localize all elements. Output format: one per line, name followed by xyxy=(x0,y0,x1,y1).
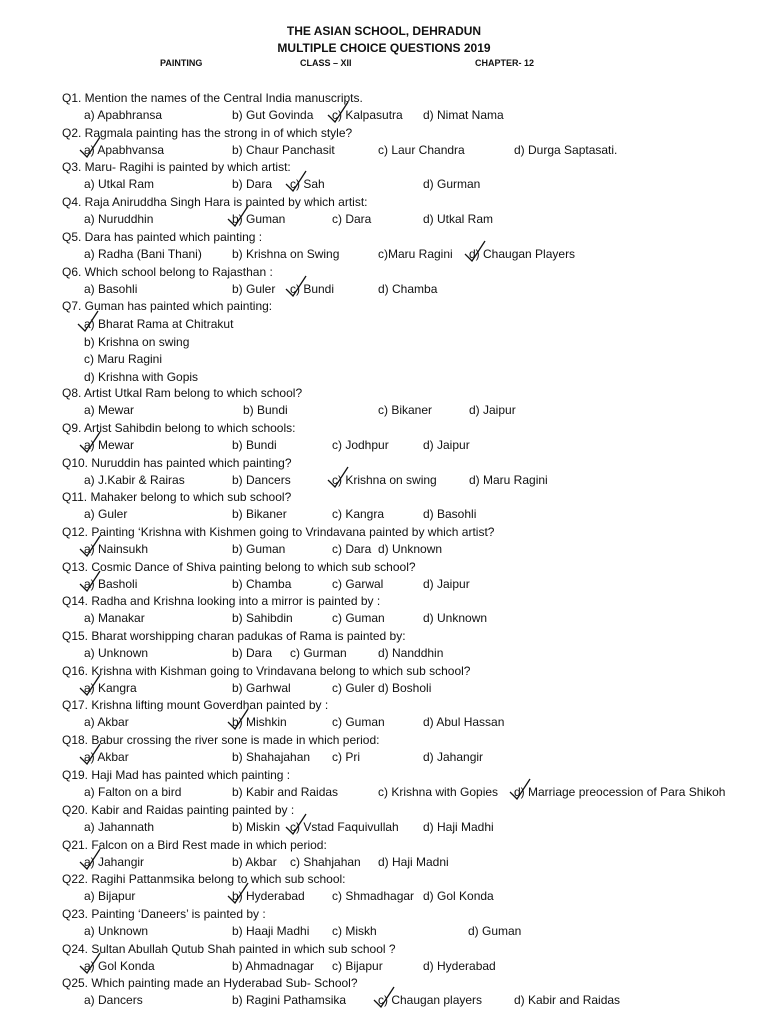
question-12-option-b: b) Guman xyxy=(232,542,286,556)
question-13-option-a: a) Basholi xyxy=(84,577,138,591)
question-3-option-c: c) Sah xyxy=(290,177,325,191)
question-13: Q13. Cosmic Dance of Shiva painting belong to which sub school? xyxy=(62,560,416,574)
question-2-option-a: a) Apabhvansa xyxy=(84,143,165,157)
question-23: Q23. Painting ‘Daneers’ is painted by : xyxy=(62,907,266,921)
question-3-option-a: a) Utkal Ram xyxy=(84,177,155,191)
question-2-option-c: c) Laur Chandra xyxy=(378,143,465,157)
question-13-option-b: b) Chamba xyxy=(232,577,292,591)
question-2-option-d: d) Durga Saptasati. xyxy=(514,143,618,157)
question-22-option-d: d) Gol Konda xyxy=(423,889,494,903)
question-21-option-a: a) Jahangir xyxy=(84,855,145,869)
question-19: Q19. Haji Mad has painted which painting : xyxy=(62,768,291,782)
document-title: MULTIPLE CHOICE QUESTIONS 2019 xyxy=(277,41,491,55)
question-5-option-c: c)Maru Ragini xyxy=(378,247,453,261)
question-10: Q10. Nuruddin has painted which painting? xyxy=(62,456,292,470)
question-21-option-b: b) Akbar xyxy=(232,855,277,869)
question-5-option-a: a) Radha (Bani Thani) xyxy=(84,247,202,261)
question-13-option-c: c) Garwal xyxy=(332,577,384,591)
question-24-option-a: a) Gol Konda xyxy=(84,959,155,973)
question-10-option-b: b) Dancers xyxy=(232,473,291,487)
question-6-option-c: c) Bundi xyxy=(290,282,335,296)
question-18-option-a: a) Akbar xyxy=(84,750,129,764)
question-22: Q22. Ragihi Pattanmsika belong to which sub school: xyxy=(62,872,346,886)
question-22-option-c: c) Shmadhagar xyxy=(332,889,415,903)
question-24-option-b: b) Ahmadnagar xyxy=(232,959,315,973)
question-14-option-c: c) Guman xyxy=(332,611,385,625)
question-9-option-b: b) Bundi xyxy=(232,438,277,452)
question-25: Q25. Which painting made an Hyderabad Sub- School? xyxy=(62,976,358,990)
question-21-option-d: d) Haji Madni xyxy=(378,855,449,869)
question-11-option-c: c) Kangra xyxy=(332,507,385,521)
question-18-option-b: b) Shahajahan xyxy=(232,750,311,764)
question-9-option-c: c) Jodhpur xyxy=(332,438,389,452)
question-7-option-d: d) Krishna with Gopis xyxy=(84,369,199,384)
question-24: Q24. Sultan Abullah Qutub Shah painted in which sub school ? xyxy=(62,942,396,956)
question-18-option-d: d) Jahangir xyxy=(423,750,484,764)
question-16-option-d: d) Bosholi xyxy=(378,681,432,695)
question-23-option-c: c) Miskh xyxy=(332,924,377,938)
question-16-option-c: c) Guler xyxy=(332,681,375,695)
question-10-option-a: a) J.Kabir & Rairas xyxy=(84,473,185,487)
question-17-option-a: a) Akbar xyxy=(84,715,129,729)
school-title: THE ASIAN SCHOOL, DEHRADUN xyxy=(286,24,482,38)
question-10-option-d: d) Maru Ragini xyxy=(469,473,548,487)
question-9: Q9. Artist Sahibdin belong to which schools: xyxy=(62,421,296,435)
question-21-option-c: c) Shahjahan xyxy=(290,855,361,869)
question-15-option-c: c) Gurman xyxy=(290,646,347,660)
subject-label: PAINTING xyxy=(160,58,203,68)
question-20-option-d: d) Haji Madhi xyxy=(423,820,494,834)
question-12: Q12. Painting ‘Krishna with Kishmen going to Vrindavana painted by which artist? xyxy=(62,525,495,539)
question-2-option-b: b) Chaur Panchasit xyxy=(232,143,335,157)
question-11-option-a: a) Guler xyxy=(84,507,128,521)
class-label: CLASS – XII xyxy=(300,58,352,68)
question-3-option-d: d) Gurman xyxy=(423,177,481,191)
question-1-option-b: b) Gut Govinda xyxy=(232,108,314,122)
question-8-option-a: a) Mewar xyxy=(84,403,135,417)
question-21: Q21. Falcon on a Bird Rest made in which period: xyxy=(62,838,327,852)
question-20-option-a: a) Jahannath xyxy=(84,820,155,834)
question-5-option-d: d) Chaugan Players xyxy=(469,247,576,261)
question-6: Q6. Which school belong to Rajasthan : xyxy=(62,265,273,279)
question-16: Q16. Krishna with Kishman going to Vrindavana belong to which sub school? xyxy=(62,664,471,678)
question-23-option-a: a) Unknown xyxy=(84,924,149,938)
question-8-option-b: b) Bundi xyxy=(243,403,288,417)
question-22-option-a: a) Bijapur xyxy=(84,889,136,903)
question-8-option-d: d) Jaipur xyxy=(469,403,516,417)
question-15-option-b: b) Dara xyxy=(232,646,273,660)
question-15: Q15. Bharat worshipping charan padukas of Rama is painted by: xyxy=(62,629,406,643)
question-7: Q7. Guman has painted which painting: xyxy=(62,299,273,313)
question-25-option-d: d) Kabir and Raidas xyxy=(514,993,621,1007)
question-10-option-c: c) Krishna on swing xyxy=(332,473,437,487)
question-18-option-c: c) Pri xyxy=(332,750,360,764)
question-20-option-b: b) Miskin xyxy=(232,820,281,834)
question-16-option-b: b) Garhwal xyxy=(232,681,291,695)
question-3: Q3. Maru- Ragihi is painted by which artist: xyxy=(62,160,291,174)
question-11-option-d: d) Basohli xyxy=(423,507,477,521)
question-14-option-a: a) Manakar xyxy=(84,611,145,625)
question-15-option-d: d) Nanddhin xyxy=(378,646,444,660)
question-4-option-b: b) Guman xyxy=(232,212,286,226)
question-25-option-a: a) Dancers xyxy=(84,993,143,1007)
question-4-option-c: c) Dara xyxy=(332,212,372,226)
question-12-option-c: c) Dara xyxy=(332,542,372,556)
question-7-option-a: a) Bharat Rama at Chitrakut xyxy=(84,317,234,331)
question-6-option-b: b) Guler xyxy=(232,282,276,296)
question-4-option-d: d) Utkal Ram xyxy=(423,212,494,226)
question-4: Q4. Raja Aniruddha Singh Hara is painted by which artist: xyxy=(62,195,368,209)
question-9-option-d: d) Jaipur xyxy=(423,438,470,452)
question-3-option-b: b) Dara xyxy=(232,177,273,191)
question-19-option-b: b) Kabir and Raidas xyxy=(232,785,339,799)
question-7-option-b: b) Krishna on swing xyxy=(84,334,190,349)
question-17-option-b: b) Mishkin xyxy=(232,715,287,729)
question-2: Q2. Ragmala painting has the strong in of which style? xyxy=(62,126,353,140)
question-7-option-c: c) Maru Ragini xyxy=(84,352,163,366)
question-11-option-b: b) Bikaner xyxy=(232,507,287,521)
question-20: Q20. Kabir and Raidas painting painted by : xyxy=(62,803,295,817)
question-22-option-b: b) Hyderabad xyxy=(232,889,305,903)
question-6-option-a: a) Basohli xyxy=(84,282,138,296)
question-5-option-b: b) Krishna on Swing xyxy=(232,247,340,261)
question-17-option-d: d) Abul Hassan xyxy=(423,715,505,729)
question-12-option-d: d) Unknown xyxy=(378,542,443,556)
chapter-label: CHAPTER- 12 xyxy=(475,58,535,68)
question-8-option-c: c) Bikaner xyxy=(378,403,433,417)
question-15-option-a: a) Unknown xyxy=(84,646,149,660)
question-11: Q11. Mahaker belong to which sub school? xyxy=(62,490,292,504)
question-17: Q17. Krishna lifting mount Goverdhan painted by : xyxy=(62,698,329,712)
question-19-option-d: d) Marriage preocession of Para Shikoh xyxy=(514,785,726,799)
question-19-option-c: c) Krishna with Gopies xyxy=(378,785,499,799)
question-24-option-c: c) Bijapur xyxy=(332,959,383,973)
question-12-option-a: a) Nainsukh xyxy=(84,542,149,556)
question-19-option-a: a) Falton on a bird xyxy=(84,785,182,799)
question-14-option-d: d) Unknown xyxy=(423,611,488,625)
question-5: Q5. Dara has painted which painting : xyxy=(62,230,263,244)
question-16-option-a: a) Kangra xyxy=(84,681,137,695)
question-14-option-b: b) Sahibdin xyxy=(232,611,293,625)
question-1: Q1. Mention the names of the Central India manuscripts. xyxy=(62,91,363,105)
question-23-option-b: b) Haaji Madhi xyxy=(232,924,310,938)
question-9-option-a: a) Mewar xyxy=(84,438,135,452)
question-18: Q18. Babur crossing the river sone is made in which period: xyxy=(62,733,380,747)
question-23-option-d: d) Guman xyxy=(468,924,522,938)
question-1-option-d: d) Nimat Nama xyxy=(423,108,504,122)
question-8: Q8. Artist Utkal Ram belong to which school? xyxy=(62,386,303,400)
question-25-option-c: c) Chaugan players xyxy=(378,993,483,1007)
question-1-option-a: a) Apabhransa xyxy=(84,108,163,122)
question-20-option-c: c) Vstad Faquivullah xyxy=(290,820,399,834)
question-1-option-c: c) Kalpasutra xyxy=(332,108,403,122)
question-24-option-d: d) Hyderabad xyxy=(423,959,496,973)
question-4-option-a: a) Nuruddhin xyxy=(84,212,154,226)
question-13-option-d: d) Jaipur xyxy=(423,577,470,591)
question-17-option-c: c) Guman xyxy=(332,715,385,729)
question-6-option-d: d) Chamba xyxy=(378,282,438,296)
question-25-option-b: b) Ragini Pathamsika xyxy=(232,993,347,1007)
question-14: Q14. Radha and Krishna looking into a mirror is painted by : xyxy=(62,594,381,608)
